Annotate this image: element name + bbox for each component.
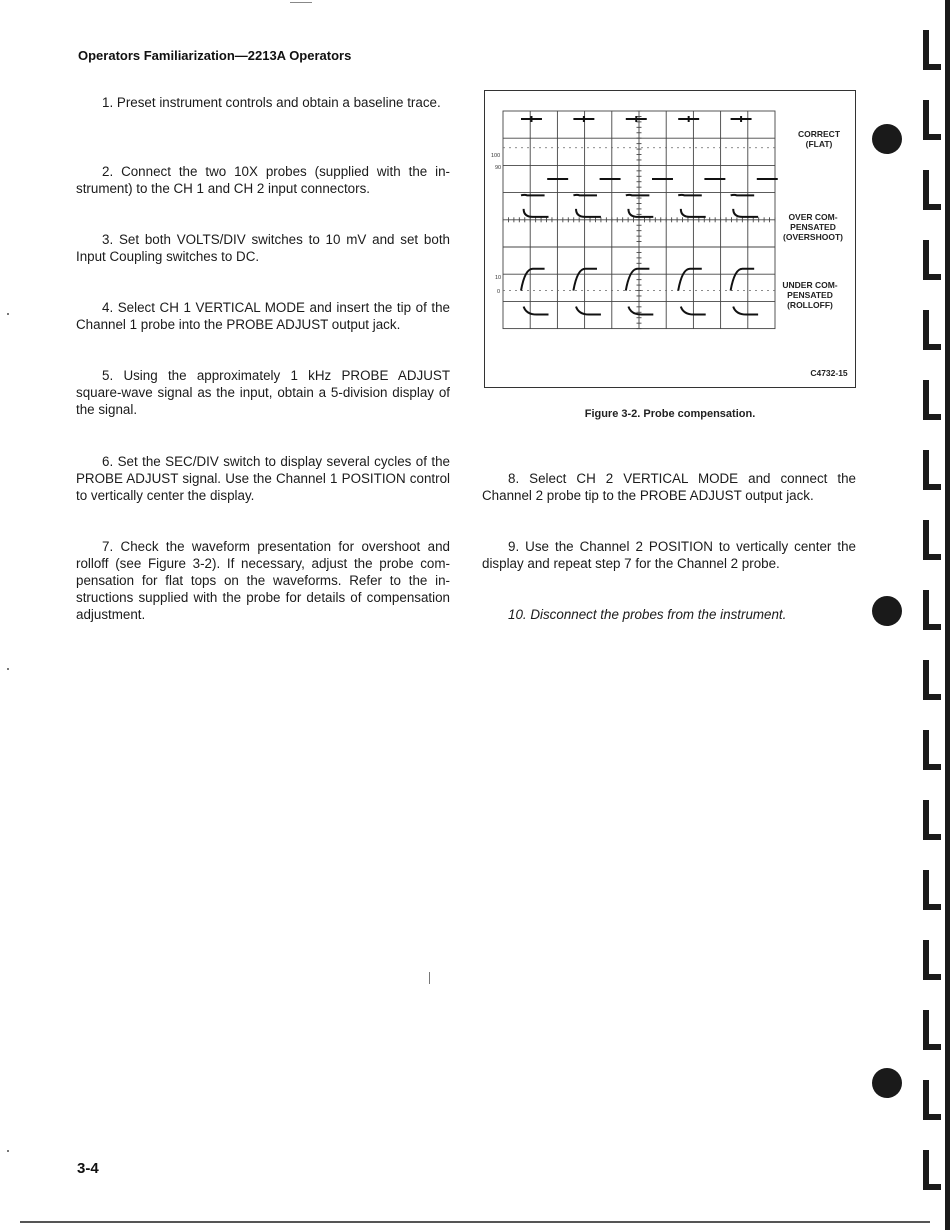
binder-tab-mark (923, 414, 941, 420)
binder-tab-mark (923, 274, 941, 280)
binder-tab-mark (923, 344, 941, 350)
binder-tab-mark (923, 1184, 941, 1190)
figure-code: C4732-15 (810, 368, 848, 378)
registration-dot (872, 1068, 902, 1098)
step-5 (76, 367, 450, 418)
scale-label-10: 10 (495, 275, 502, 281)
binder-tab-mark (923, 694, 941, 700)
step-text: Using the approximately 1 kHz PROBE ADJUST square-wave signal as the input, obtain a 5-division display of the signal. (76, 368, 450, 417)
label-overshoot: (OVERSHOOT) (783, 232, 843, 242)
binder-edge (945, 0, 950, 1230)
step-number: 1. (102, 95, 114, 110)
binder-tab-mark (923, 904, 941, 910)
step-text: Connect the two 10X probes (supplied with the in-strument) to the CH 1 and CH 2 input connectors. (76, 164, 450, 196)
step-2 (76, 163, 450, 197)
scale-label-0: 0 (497, 289, 501, 295)
registration-dot (872, 124, 902, 154)
binder-tab-mark (923, 204, 941, 210)
step-text: Check the waveform presentation for overshoot and rolloff (see Figure 3-2). If necessary, adjust the probe com-pensation for flat tops on the waveforms. Refer to the in-structions supplied with the probe for details of compensation adjustment. (76, 539, 450, 622)
step-text: Disconnect the probes from the instrument. (526, 607, 787, 622)
binder-tab-mark (923, 134, 941, 140)
label-under-compensated-1: UNDER COM- (782, 280, 838, 290)
binder-tab-mark (923, 64, 941, 70)
scan-speck (7, 313, 9, 315)
scan-speck (7, 668, 9, 670)
label-rolloff: (ROLLOFF) (787, 300, 833, 310)
step-3 (76, 231, 450, 265)
label-over-compensated-2: PENSATED (790, 222, 836, 232)
trace-under-compensated (521, 269, 758, 315)
step-number: 7. (102, 539, 114, 554)
binder-tab-mark (923, 1044, 941, 1050)
scan-mark (290, 2, 312, 3)
scale-label-90: 90 (495, 165, 502, 171)
step-7 (76, 538, 450, 623)
bottom-rule (20, 1221, 930, 1223)
step-9 (482, 538, 856, 572)
page-number: 3-4 (77, 1160, 99, 1177)
scale-label-100: 100 (491, 153, 501, 159)
step-number: 8. (508, 471, 520, 486)
page-header: Operators Familiarization—2213A Operators (78, 48, 352, 63)
step-1 (76, 94, 450, 111)
binder-tab-mark (923, 484, 941, 490)
figure-caption: Figure 3-2. Probe compensation. (584, 408, 756, 420)
scan-speck (7, 1150, 9, 1152)
binder-tab-mark (923, 1114, 941, 1120)
graticule-grid (503, 111, 775, 329)
step-text: Select CH 1 VERTICAL MODE and insert the tip of the Channel 1 probe into the PROBE ADJUST output jack. (76, 300, 450, 332)
binder-edge-marks (905, 0, 950, 1230)
binder-tab-mark (923, 834, 941, 840)
scan-speck (429, 972, 430, 984)
step-10 (482, 606, 856, 623)
label-under-compensated-2: PENSATED (787, 290, 833, 300)
step-number: 10. (508, 607, 527, 622)
step-text: Preset instrument controls and obtain a baseline trace. (113, 95, 441, 110)
graticule-diagram (485, 91, 857, 389)
probe-compensation-figure (484, 90, 856, 388)
step-number: 2. (102, 164, 114, 179)
step-number: 9. (508, 539, 520, 554)
binder-tab-mark (923, 624, 941, 630)
step-8 (482, 470, 856, 504)
trace-correct-flat (521, 119, 778, 179)
step-number: 5. (102, 368, 114, 383)
waveform-traces (521, 116, 778, 315)
step-text: Use the Channel 2 POSITION to vertically center the display and repeat step 7 for the Channel 2 probe. (482, 539, 856, 571)
binder-tab-mark (923, 554, 941, 560)
binder-tab-mark (923, 974, 941, 980)
binder-tab-mark (923, 764, 941, 770)
label-correct: CORRECT (797, 129, 841, 139)
step-number: 6. (102, 454, 114, 469)
label-over-compensated-1: OVER COM- (788, 212, 838, 222)
step-4 (76, 299, 450, 333)
step-text: Set the SEC/DIV switch to display several cycles of the PROBE ADJUST signal. Use the Channel 1 POSITION control to vertically center the display. (76, 454, 450, 503)
label-flat: (FLAT) (805, 139, 833, 149)
step-text: Select CH 2 VERTICAL MODE and connect the Channel 2 probe tip to the PROBE ADJUST output jack. (482, 471, 856, 503)
step-number: 3. (102, 232, 114, 247)
registration-dot (872, 596, 902, 626)
step-6 (76, 453, 450, 504)
step-number: 4. (102, 300, 114, 315)
step-text: Set both VOLTS/DIV switches to 10 mV and set both Input Coupling switches to DC. (76, 232, 450, 264)
